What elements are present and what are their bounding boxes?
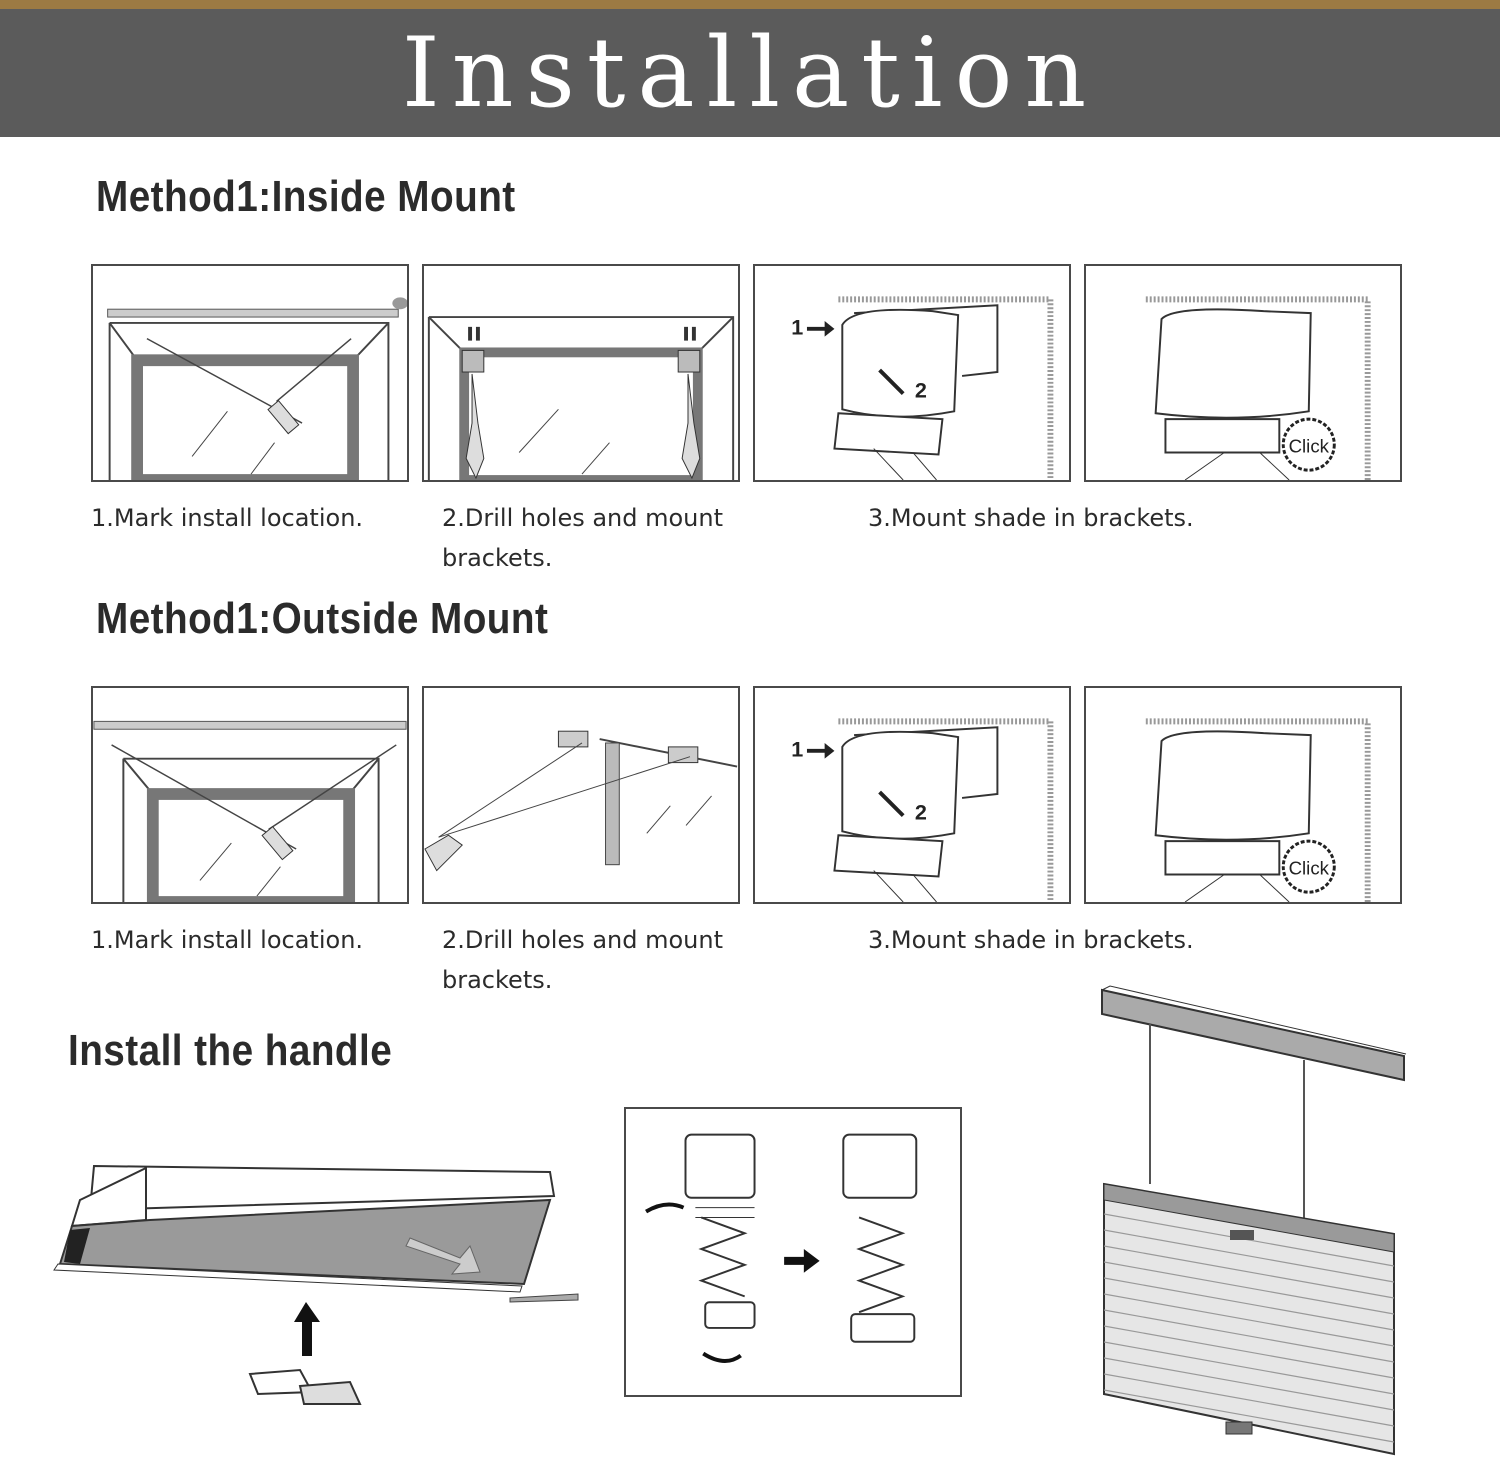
right-arrow-icon (807, 321, 834, 337)
step-arrow-2-label: 2 (914, 799, 927, 825)
accent-line (0, 0, 1500, 9)
up-arrow-icon (294, 1302, 320, 1356)
click-label: Click (1288, 857, 1329, 879)
inside-step3a-illustration (753, 264, 1071, 482)
title-banner (0, 9, 1500, 137)
right-arrow-icon (784, 1249, 820, 1273)
curved-arrow-icon (703, 1354, 740, 1361)
outside-step2-illustration (422, 686, 740, 904)
page-title: Installation (401, 17, 1099, 129)
inside-step1-illustration (91, 264, 409, 482)
step-arrow-1-label: 1 (791, 314, 804, 340)
inside-step2-illustration (422, 264, 740, 482)
step-arrow-1-label: 1 (791, 736, 804, 762)
outside-step1-illustration (91, 686, 409, 904)
inside-step3b-illustration (1084, 264, 1402, 482)
handle-headrail-illustration (50, 1160, 590, 1420)
right-arrow-icon (807, 743, 834, 759)
outside-step2-caption: 2.Drill holes and mount brackets. (442, 926, 724, 994)
inside-step3-caption: 3.Mount shade in brackets. (868, 504, 1194, 532)
install-handle-heading: Install the handle (68, 1026, 393, 1075)
curved-arrow-icon (646, 1204, 683, 1211)
inside-step2-caption: 2.Drill holes and mount brackets. (442, 504, 724, 572)
outside-mount-heading: Method1:Outside Mount (96, 594, 549, 643)
outside-step3b-illustration (1084, 686, 1402, 904)
click-label: Click (1288, 435, 1329, 457)
inside-step1-caption: 1.Mark install location. (91, 504, 364, 532)
finished-shade-illustration (1090, 984, 1412, 1464)
outside-step3-caption: 3.Mount shade in brackets. (868, 926, 1194, 954)
outside-step3a-illustration (753, 686, 1071, 904)
outside-step1-caption: 1.Mark install location. (91, 926, 364, 954)
handle-clip-detail-illustration (624, 1107, 962, 1397)
step-arrow-2-label: 2 (914, 377, 927, 403)
inside-mount-heading: Method1:Inside Mount (96, 172, 516, 221)
